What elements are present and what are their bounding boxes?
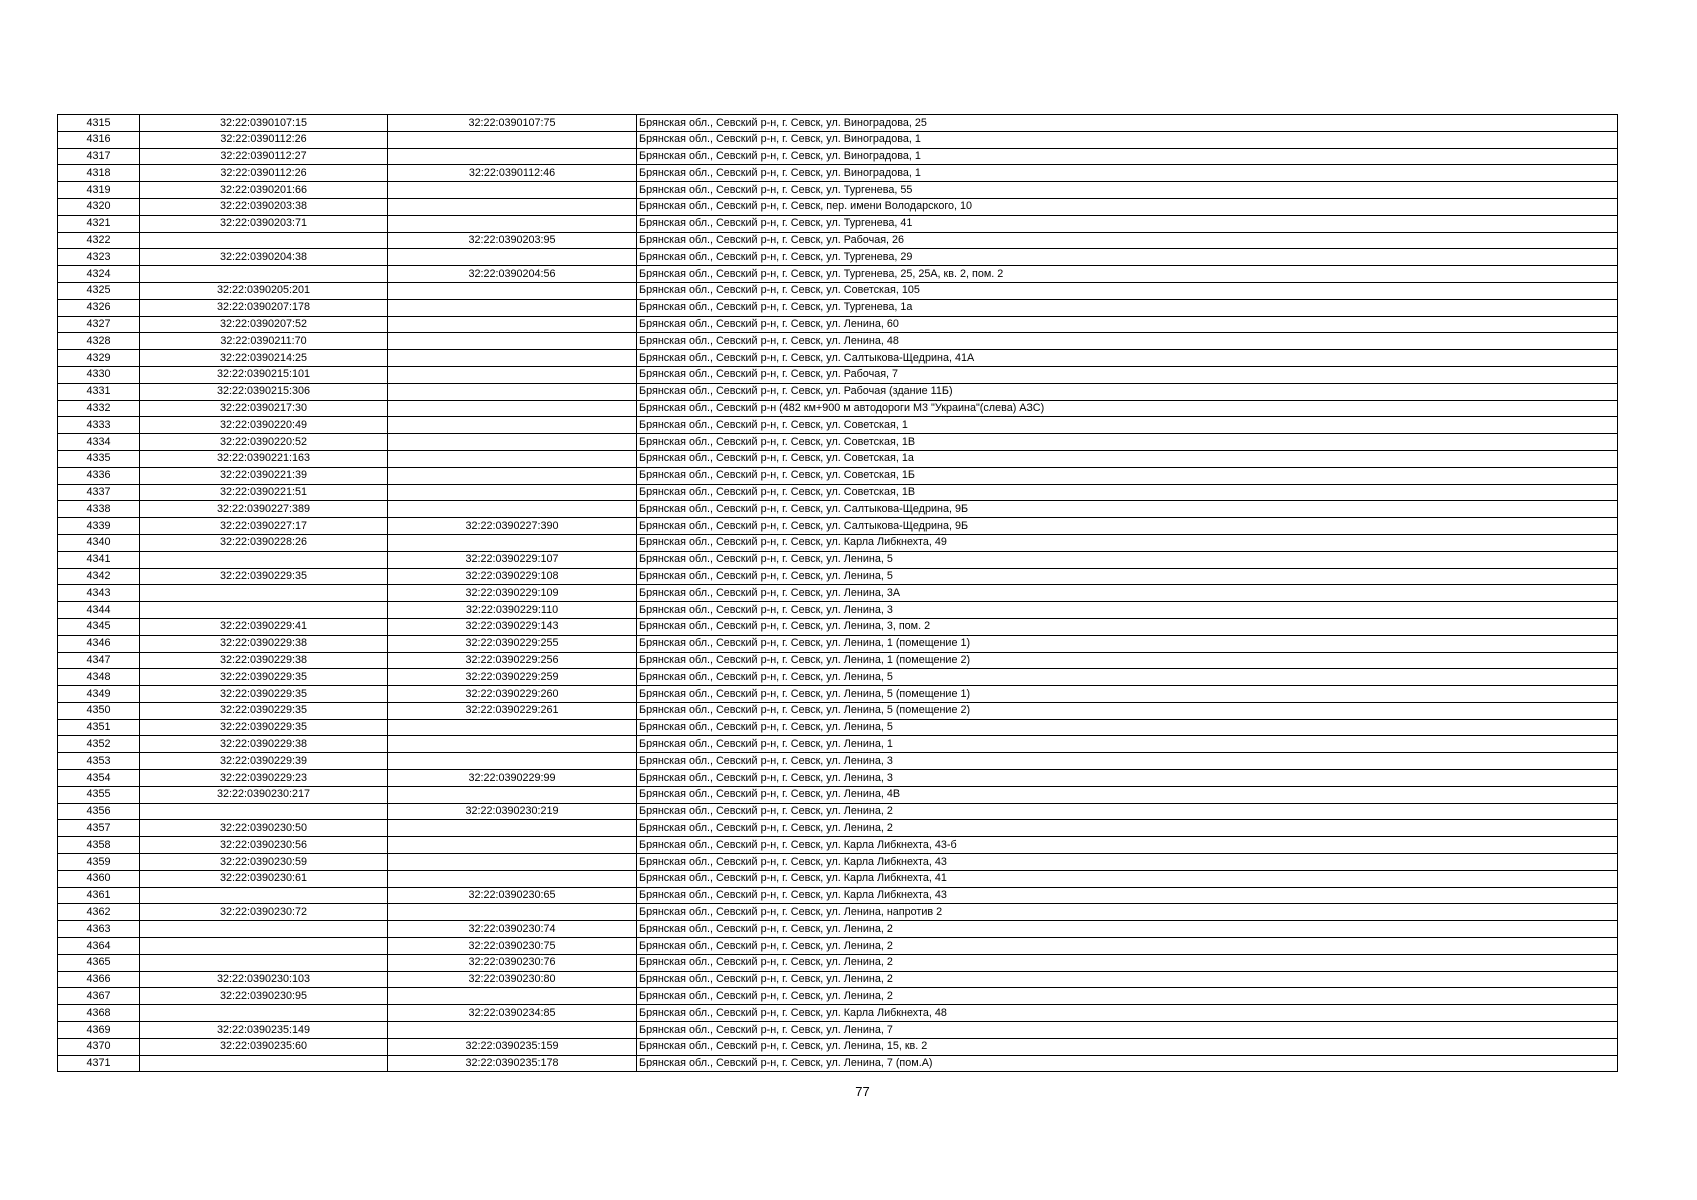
cadastral-number-cell (140, 602, 388, 619)
row-number-cell: 4345 (58, 618, 140, 635)
table-row (58, 249, 1618, 266)
address-cell: Брянская обл., Севский р-н, г. Севск, ул. Тургенева, 25, 25А, кв. 2, пом. 2 (637, 266, 1618, 283)
address-cell: Брянская обл., Севский р-н, г. Севск, ул. Карла Либкнехта, 43 (637, 887, 1618, 904)
related-cadastral-number-cell (388, 870, 637, 887)
related-cadastral-number-cell (388, 753, 637, 770)
table-row (58, 484, 1618, 501)
cadastral-number-cell (140, 551, 388, 568)
address-cell: Брянская обл., Севский р-н, г. Севск, ул. Тургенева, 55 (637, 182, 1618, 199)
cadastral-number-cell: 32:22:0390201:66 (140, 182, 388, 199)
cadastral-number-cell: 32:22:0390230:59 (140, 854, 388, 871)
table-row (58, 837, 1618, 854)
related-cadastral-number-cell (388, 786, 637, 803)
table-row (58, 148, 1618, 165)
address-cell: Брянская обл., Севский р-н, г. Севск, ул. Советская, 1Б (637, 467, 1618, 484)
address-cell: Брянская обл., Севский р-н, г. Севск, ул. Рабочая, 7 (637, 366, 1618, 383)
table-row (58, 921, 1618, 938)
address-cell: Брянская обл., Севский р-н, г. Севск, ул. Ленина, 5 (637, 669, 1618, 686)
table-row (58, 467, 1618, 484)
table-row (58, 753, 1618, 770)
row-number-cell: 4356 (58, 803, 140, 820)
table-row (58, 652, 1618, 669)
address-cell: Брянская обл., Севский р-н, г. Севск, ул. Ленина, 5 (помещение 2) (637, 702, 1618, 719)
table-row (58, 417, 1618, 434)
row-number-cell: 4343 (58, 585, 140, 602)
related-cadastral-number-cell (388, 534, 637, 551)
related-cadastral-number-cell (388, 316, 637, 333)
cadastral-number-cell (140, 1005, 388, 1022)
cadastral-number-cell: 32:22:0390230:217 (140, 786, 388, 803)
address-cell: Брянская обл., Севский р-н, г. Севск, ул. Ленина, 7 (пом.А) (637, 1055, 1618, 1072)
cadastral-number-cell: 32:22:0390229:39 (140, 753, 388, 770)
cadastral-number-cell: 32:22:0390214:25 (140, 350, 388, 367)
table-row (58, 215, 1618, 232)
related-cadastral-number-cell (388, 820, 637, 837)
row-number-cell: 4354 (58, 770, 140, 787)
row-number-cell: 4358 (58, 837, 140, 854)
related-cadastral-number-cell (388, 484, 637, 501)
table-row (58, 971, 1618, 988)
row-number-cell: 4370 (58, 1038, 140, 1055)
table-row (58, 434, 1618, 451)
related-cadastral-number-cell (388, 282, 637, 299)
related-cadastral-number-cell (388, 131, 637, 148)
address-cell: Брянская обл., Севский р-н, г. Севск, ул. Тургенева, 1а (637, 299, 1618, 316)
row-number-cell: 4325 (58, 282, 140, 299)
table-body (58, 115, 1618, 1072)
cadastral-number-cell: 32:22:0390228:26 (140, 534, 388, 551)
row-number-cell: 4371 (58, 1055, 140, 1072)
related-cadastral-number-cell (388, 837, 637, 854)
cadastral-number-cell (140, 921, 388, 938)
related-cadastral-number-cell: 32:22:0390229:143 (388, 618, 637, 635)
cadastral-number-cell: 32:22:0390207:52 (140, 316, 388, 333)
cadastral-number-cell: 32:22:0390229:38 (140, 635, 388, 652)
related-cadastral-number-cell (388, 854, 637, 871)
row-number-cell: 4366 (58, 971, 140, 988)
row-number-cell: 4333 (58, 417, 140, 434)
row-number-cell: 4340 (58, 534, 140, 551)
page-number: 77 (855, 1084, 870, 1099)
table-row (58, 282, 1618, 299)
cadastral-number-cell: 32:22:0390229:23 (140, 770, 388, 787)
cadastral-number-cell: 32:22:0390235:149 (140, 1022, 388, 1039)
cadastral-number-cell: 32:22:0390220:49 (140, 417, 388, 434)
cadastral-number-cell: 32:22:0390230:103 (140, 971, 388, 988)
row-number-cell: 4331 (58, 383, 140, 400)
related-cadastral-number-cell (388, 400, 637, 417)
related-cadastral-number-cell: 32:22:0390230:219 (388, 803, 637, 820)
related-cadastral-number-cell (388, 383, 637, 400)
address-cell: Брянская обл., Севский р-н, г. Севск, ул. Виноградова, 25 (637, 115, 1618, 132)
table-row (58, 383, 1618, 400)
cadastral-number-cell: 32:22:0390112:27 (140, 148, 388, 165)
cadastral-number-cell: 32:22:0390227:17 (140, 518, 388, 535)
address-cell: Брянская обл., Севский р-н, г. Севск, ул. Ленина, 1 (помещение 2) (637, 652, 1618, 669)
row-number-cell: 4322 (58, 232, 140, 249)
address-cell: Брянская обл., Севский р-н, г. Севск, ул. Ленина, 3А (637, 585, 1618, 602)
cadastral-number-cell: 32:22:0390229:38 (140, 652, 388, 669)
cadastral-number-cell (140, 803, 388, 820)
address-cell: Брянская обл., Севский р-н, г. Севск, ул. Рабочая (здание 11Б) (637, 383, 1618, 400)
address-cell: Брянская обл., Севский р-н, г. Севск, ул. Салтыкова-Щедрина, 9Б (637, 518, 1618, 535)
address-cell: Брянская обл., Севский р-н, г. Севск, ул. Ленина, 5 (637, 551, 1618, 568)
row-number-cell: 4350 (58, 702, 140, 719)
table-row (58, 954, 1618, 971)
table-row (58, 635, 1618, 652)
row-number-cell: 4349 (58, 686, 140, 703)
cadastral-number-cell: 32:22:0390230:61 (140, 870, 388, 887)
related-cadastral-number-cell: 32:22:0390235:159 (388, 1038, 637, 1055)
row-number-cell: 4352 (58, 736, 140, 753)
row-number-cell: 4316 (58, 131, 140, 148)
address-cell: Брянская обл., Севский р-н, г. Севск, ул. Советская, 1В (637, 484, 1618, 501)
row-number-cell: 4318 (58, 165, 140, 182)
table-row (58, 686, 1618, 703)
address-cell: Брянская обл., Севский р-н, г. Севск, ул. Ленина, 1 (помещение 1) (637, 635, 1618, 652)
cadastral-number-cell (140, 1055, 388, 1072)
related-cadastral-number-cell (388, 450, 637, 467)
cadastral-number-cell: 32:22:0390217:30 (140, 400, 388, 417)
cadastral-number-cell: 32:22:0390215:101 (140, 366, 388, 383)
table-row (58, 719, 1618, 736)
address-cell: Брянская обл., Севский р-н, г. Севск, ул. Ленина, 1 (637, 736, 1618, 753)
cadastral-number-cell: 32:22:0390229:35 (140, 702, 388, 719)
related-cadastral-number-cell (388, 182, 637, 199)
table-row (58, 551, 1618, 568)
row-number-cell: 4361 (58, 887, 140, 904)
table-row (58, 1038, 1618, 1055)
table-row (58, 568, 1618, 585)
related-cadastral-number-cell: 32:22:0390229:259 (388, 669, 637, 686)
row-number-cell: 4334 (58, 434, 140, 451)
related-cadastral-number-cell (388, 215, 637, 232)
row-number-cell: 4357 (58, 820, 140, 837)
row-number-cell: 4351 (58, 719, 140, 736)
address-cell: Брянская обл., Севский р-н, г. Севск, ул. Ленина, 2 (637, 938, 1618, 955)
cadastral-number-cell: 32:22:0390205:201 (140, 282, 388, 299)
row-number-cell: 4330 (58, 366, 140, 383)
table-row (58, 820, 1618, 837)
row-number-cell: 4323 (58, 249, 140, 266)
address-cell: Брянская обл., Севский р-н, г. Севск, ул. Ленина, напротив 2 (637, 904, 1618, 921)
related-cadastral-number-cell: 32:22:0390229:255 (388, 635, 637, 652)
table-row (58, 115, 1618, 132)
row-number-cell: 4353 (58, 753, 140, 770)
related-cadastral-number-cell: 32:22:0390229:108 (388, 568, 637, 585)
address-cell: Брянская обл., Севский р-н, г. Севск, ул. Виноградова, 1 (637, 131, 1618, 148)
cadastral-number-cell: 32:22:0390211:70 (140, 333, 388, 350)
row-number-cell: 4346 (58, 635, 140, 652)
address-cell: Брянская обл., Севский р-н, г. Севск, ул. Ленина, 3 (637, 753, 1618, 770)
row-number-cell: 4369 (58, 1022, 140, 1039)
table-row (58, 400, 1618, 417)
table-row (58, 165, 1618, 182)
address-cell: Брянская обл., Севский р-н, г. Севск, ул. Карла Либкнехта, 43-б (637, 837, 1618, 854)
related-cadastral-number-cell: 32:22:0390229:99 (388, 770, 637, 787)
related-cadastral-number-cell: 32:22:0390230:65 (388, 887, 637, 904)
cadastral-number-cell: 32:22:0390207:178 (140, 299, 388, 316)
cadastral-number-cell: 32:22:0390229:35 (140, 719, 388, 736)
address-cell: Брянская обл., Севский р-н, г. Севск, ул. Ленина, 2 (637, 803, 1618, 820)
table-row (58, 854, 1618, 871)
cadastral-number-cell: 32:22:0390230:50 (140, 820, 388, 837)
cadastral-number-cell: 32:22:0390229:35 (140, 686, 388, 703)
address-cell: Брянская обл., Севский р-н, г. Севск, ул. Салтыкова-Щедрина, 41А (637, 350, 1618, 367)
table-row (58, 131, 1618, 148)
row-number-cell: 4315 (58, 115, 140, 132)
address-cell: Брянская обл., Севский р-н, г. Севск, ул. Тургенева, 29 (637, 249, 1618, 266)
cadastral-number-cell: 32:22:0390204:38 (140, 249, 388, 266)
cadastral-number-cell: 32:22:0390221:51 (140, 484, 388, 501)
address-cell: Брянская обл., Севский р-н, г. Севск, ул. Тургенева, 41 (637, 215, 1618, 232)
cadastral-number-cell: 32:22:0390107:15 (140, 115, 388, 132)
cadastral-number-cell: 32:22:0390221:39 (140, 467, 388, 484)
row-number-cell: 4342 (58, 568, 140, 585)
cadastral-number-cell: 32:22:0390229:35 (140, 568, 388, 585)
cadastral-number-cell: 32:22:0390112:26 (140, 131, 388, 148)
related-cadastral-number-cell (388, 299, 637, 316)
table-row (58, 736, 1618, 753)
row-number-cell: 4348 (58, 669, 140, 686)
table-row (58, 198, 1618, 215)
address-cell: Брянская обл., Севский р-н, г. Севск, ул. Ленина, 7 (637, 1022, 1618, 1039)
address-cell: Брянская обл., Севский р-н, г. Севск, ул. Ленина, 2 (637, 954, 1618, 971)
related-cadastral-number-cell (388, 719, 637, 736)
related-cadastral-number-cell (388, 333, 637, 350)
table-row (58, 350, 1618, 367)
cadastral-number-cell: 32:22:0390230:72 (140, 904, 388, 921)
cadastral-number-cell: 32:22:0390203:71 (140, 215, 388, 232)
related-cadastral-number-cell: 32:22:0390229:107 (388, 551, 637, 568)
related-cadastral-number-cell: 32:22:0390234:85 (388, 1005, 637, 1022)
address-cell: Брянская обл., Севский р-н, г. Севск, ул. Ленина, 2 (637, 820, 1618, 837)
address-cell: Брянская обл., Севский р-н, г. Севск, ул. Карла Либкнехта, 43 (637, 854, 1618, 871)
related-cadastral-number-cell: 32:22:0390229:110 (388, 602, 637, 619)
address-cell: Брянская обл., Севский р-н, г. Севск, ул. Советская, 1В (637, 434, 1618, 451)
row-number-cell: 4368 (58, 1005, 140, 1022)
address-cell: Брянская обл., Севский р-н, г. Севск, ул. Ленина, 2 (637, 988, 1618, 1005)
table-row (58, 366, 1618, 383)
table-row (58, 618, 1618, 635)
cadastral-number-cell: 32:22:0390230:95 (140, 988, 388, 1005)
address-cell: Брянская обл., Севский р-н, г. Севск, ул. Виноградова, 1 (637, 148, 1618, 165)
address-cell: Брянская обл., Севский р-н, г. Севск, ул. Ленина, 3 (637, 770, 1618, 787)
row-number-cell: 4339 (58, 518, 140, 535)
row-number-cell: 4317 (58, 148, 140, 165)
table-row (58, 938, 1618, 955)
table-row (58, 333, 1618, 350)
cadastral-number-cell: 32:22:0390112:26 (140, 165, 388, 182)
row-number-cell: 4359 (58, 854, 140, 871)
related-cadastral-number-cell: 32:22:0390229:261 (388, 702, 637, 719)
row-number-cell: 4328 (58, 333, 140, 350)
related-cadastral-number-cell: 32:22:0390204:56 (388, 266, 637, 283)
related-cadastral-number-cell (388, 148, 637, 165)
related-cadastral-number-cell (388, 988, 637, 1005)
cadastral-number-cell (140, 887, 388, 904)
table-row (58, 1055, 1618, 1072)
row-number-cell: 4324 (58, 266, 140, 283)
related-cadastral-number-cell (388, 350, 637, 367)
related-cadastral-number-cell: 32:22:0390229:109 (388, 585, 637, 602)
row-number-cell: 4363 (58, 921, 140, 938)
address-cell: Брянская обл., Севский р-н, г. Севск, ул. Рабочая, 26 (637, 232, 1618, 249)
address-cell: Брянская обл., Севский р-н, г. Севск, ул. Карла Либкнехта, 41 (637, 870, 1618, 887)
row-number-cell: 4337 (58, 484, 140, 501)
address-cell: Брянская обл., Севский р-н, г. Севск, ул. Ленина, 5 (помещение 1) (637, 686, 1618, 703)
table-row (58, 669, 1618, 686)
related-cadastral-number-cell (388, 736, 637, 753)
address-cell: Брянская обл., Севский р-н, г. Севск, ул. Ленина, 4В (637, 786, 1618, 803)
table-row (58, 534, 1618, 551)
address-cell: Брянская обл., Севский р-н, г. Севск, ул. Советская, 105 (637, 282, 1618, 299)
row-number-cell: 4365 (58, 954, 140, 971)
related-cadastral-number-cell (388, 434, 637, 451)
related-cadastral-number-cell: 32:22:0390230:80 (388, 971, 637, 988)
cadastral-number-cell (140, 266, 388, 283)
address-cell: Брянская обл., Севский р-н, г. Севск, ул. Ленина, 5 (637, 568, 1618, 585)
table-row (58, 770, 1618, 787)
cadastral-number-cell (140, 585, 388, 602)
address-cell: Брянская обл., Севский р-н, г. Севск, ул. Салтыкова-Щедрина, 9Б (637, 501, 1618, 518)
cadastral-number-cell (140, 954, 388, 971)
cadastral-number-cell: 32:22:0390235:60 (140, 1038, 388, 1055)
related-cadastral-number-cell (388, 467, 637, 484)
address-cell: Брянская обл., Севский р-н, г. Севск, ул. Виноградова, 1 (637, 165, 1618, 182)
table-row (58, 887, 1618, 904)
address-cell: Брянская обл., Севский р-н, г. Севск, ул. Ленина, 2 (637, 921, 1618, 938)
cadastral-number-cell: 32:22:0390221:163 (140, 450, 388, 467)
row-number-cell: 4364 (58, 938, 140, 955)
cadastral-number-cell: 32:22:0390230:56 (140, 837, 388, 854)
registry-table (57, 114, 1618, 1072)
row-number-cell: 4355 (58, 786, 140, 803)
row-number-cell: 4326 (58, 299, 140, 316)
table-row (58, 299, 1618, 316)
related-cadastral-number-cell: 32:22:0390230:76 (388, 954, 637, 971)
row-number-cell: 4344 (58, 602, 140, 619)
row-number-cell: 4367 (58, 988, 140, 1005)
related-cadastral-number-cell (388, 417, 637, 434)
table-row (58, 585, 1618, 602)
cadastral-number-cell: 32:22:0390229:38 (140, 736, 388, 753)
cadastral-number-cell: 32:22:0390215:306 (140, 383, 388, 400)
related-cadastral-number-cell (388, 198, 637, 215)
row-number-cell: 4327 (58, 316, 140, 333)
table-row (58, 1005, 1618, 1022)
row-number-cell: 4320 (58, 198, 140, 215)
related-cadastral-number-cell: 32:22:0390230:74 (388, 921, 637, 938)
table-row (58, 501, 1618, 518)
table-row (58, 232, 1618, 249)
cadastral-number-cell (140, 938, 388, 955)
table-row (58, 518, 1618, 535)
related-cadastral-number-cell: 32:22:0390235:178 (388, 1055, 637, 1072)
table-row (58, 803, 1618, 820)
address-cell: Брянская обл., Севский р-н, г. Севск, ул. Карла Либкнехта, 49 (637, 534, 1618, 551)
row-number-cell: 4329 (58, 350, 140, 367)
table-row (58, 182, 1618, 199)
table-row (58, 266, 1618, 283)
address-cell: Брянская обл., Севский р-н, г. Севск, ул. Карла Либкнехта, 48 (637, 1005, 1618, 1022)
related-cadastral-number-cell: 32:22:0390203:95 (388, 232, 637, 249)
table-row (58, 316, 1618, 333)
table-row (58, 602, 1618, 619)
row-number-cell: 4347 (58, 652, 140, 669)
related-cadastral-number-cell (388, 366, 637, 383)
table-row (58, 904, 1618, 921)
related-cadastral-number-cell: 32:22:0390229:260 (388, 686, 637, 703)
address-cell: Брянская обл., Севский р-н, г. Севск, ул. Ленина, 3 (637, 602, 1618, 619)
table-row (58, 1022, 1618, 1039)
cadastral-number-cell: 32:22:0390229:35 (140, 669, 388, 686)
address-cell: Брянская обл., Севский р-н, г. Севск, ул. Ленина, 60 (637, 316, 1618, 333)
row-number-cell: 4362 (58, 904, 140, 921)
row-number-cell: 4335 (58, 450, 140, 467)
address-cell: Брянская обл., Севский р-н, г. Севск, ул. Ленина, 5 (637, 719, 1618, 736)
row-number-cell: 4336 (58, 467, 140, 484)
table-row (58, 450, 1618, 467)
cadastral-number-cell: 32:22:0390203:38 (140, 198, 388, 215)
related-cadastral-number-cell (388, 249, 637, 266)
related-cadastral-number-cell (388, 904, 637, 921)
address-cell: Брянская обл., Севский р-н, г. Севск, ул. Советская, 1 (637, 417, 1618, 434)
cadastral-number-cell (140, 232, 388, 249)
row-number-cell: 4332 (58, 400, 140, 417)
related-cadastral-number-cell: 32:22:0390107:75 (388, 115, 637, 132)
related-cadastral-number-cell: 32:22:0390229:256 (388, 652, 637, 669)
cadastral-number-cell: 32:22:0390227:389 (140, 501, 388, 518)
row-number-cell: 4319 (58, 182, 140, 199)
related-cadastral-number-cell: 32:22:0390230:75 (388, 938, 637, 955)
cadastral-number-cell: 32:22:0390229:41 (140, 618, 388, 635)
row-number-cell: 4338 (58, 501, 140, 518)
address-cell: Брянская обл., Севский р-н, г. Севск, ул. Ленина, 2 (637, 971, 1618, 988)
table-row (58, 702, 1618, 719)
related-cadastral-number-cell (388, 1022, 637, 1039)
address-cell: Брянская обл., Севский р-н, г. Севск, ул. Советская, 1а (637, 450, 1618, 467)
related-cadastral-number-cell: 32:22:0390227:390 (388, 518, 637, 535)
address-cell: Брянская обл., Севский р-н, г. Севск, ул. Ленина, 48 (637, 333, 1618, 350)
table-row (58, 786, 1618, 803)
row-number-cell: 4360 (58, 870, 140, 887)
address-cell: Брянская обл., Севский р-н, г. Севск, ул. Ленина, 15, кв. 2 (637, 1038, 1618, 1055)
cadastral-number-cell: 32:22:0390220:52 (140, 434, 388, 451)
address-cell: Брянская обл., Севский р-н (482 км+900 м автодороги М3 "Украина"(слева) АЗС) (637, 400, 1618, 417)
table-row (58, 988, 1618, 1005)
address-cell: Брянская обл., Севский р-н, г. Севск, пер. имени Володарского, 10 (637, 198, 1618, 215)
table-row (58, 870, 1618, 887)
row-number-cell: 4321 (58, 215, 140, 232)
row-number-cell: 4341 (58, 551, 140, 568)
related-cadastral-number-cell (388, 501, 637, 518)
related-cadastral-number-cell: 32:22:0390112:46 (388, 165, 637, 182)
address-cell: Брянская обл., Севский р-н, г. Севск, ул. Ленина, 3, пом. 2 (637, 618, 1618, 635)
